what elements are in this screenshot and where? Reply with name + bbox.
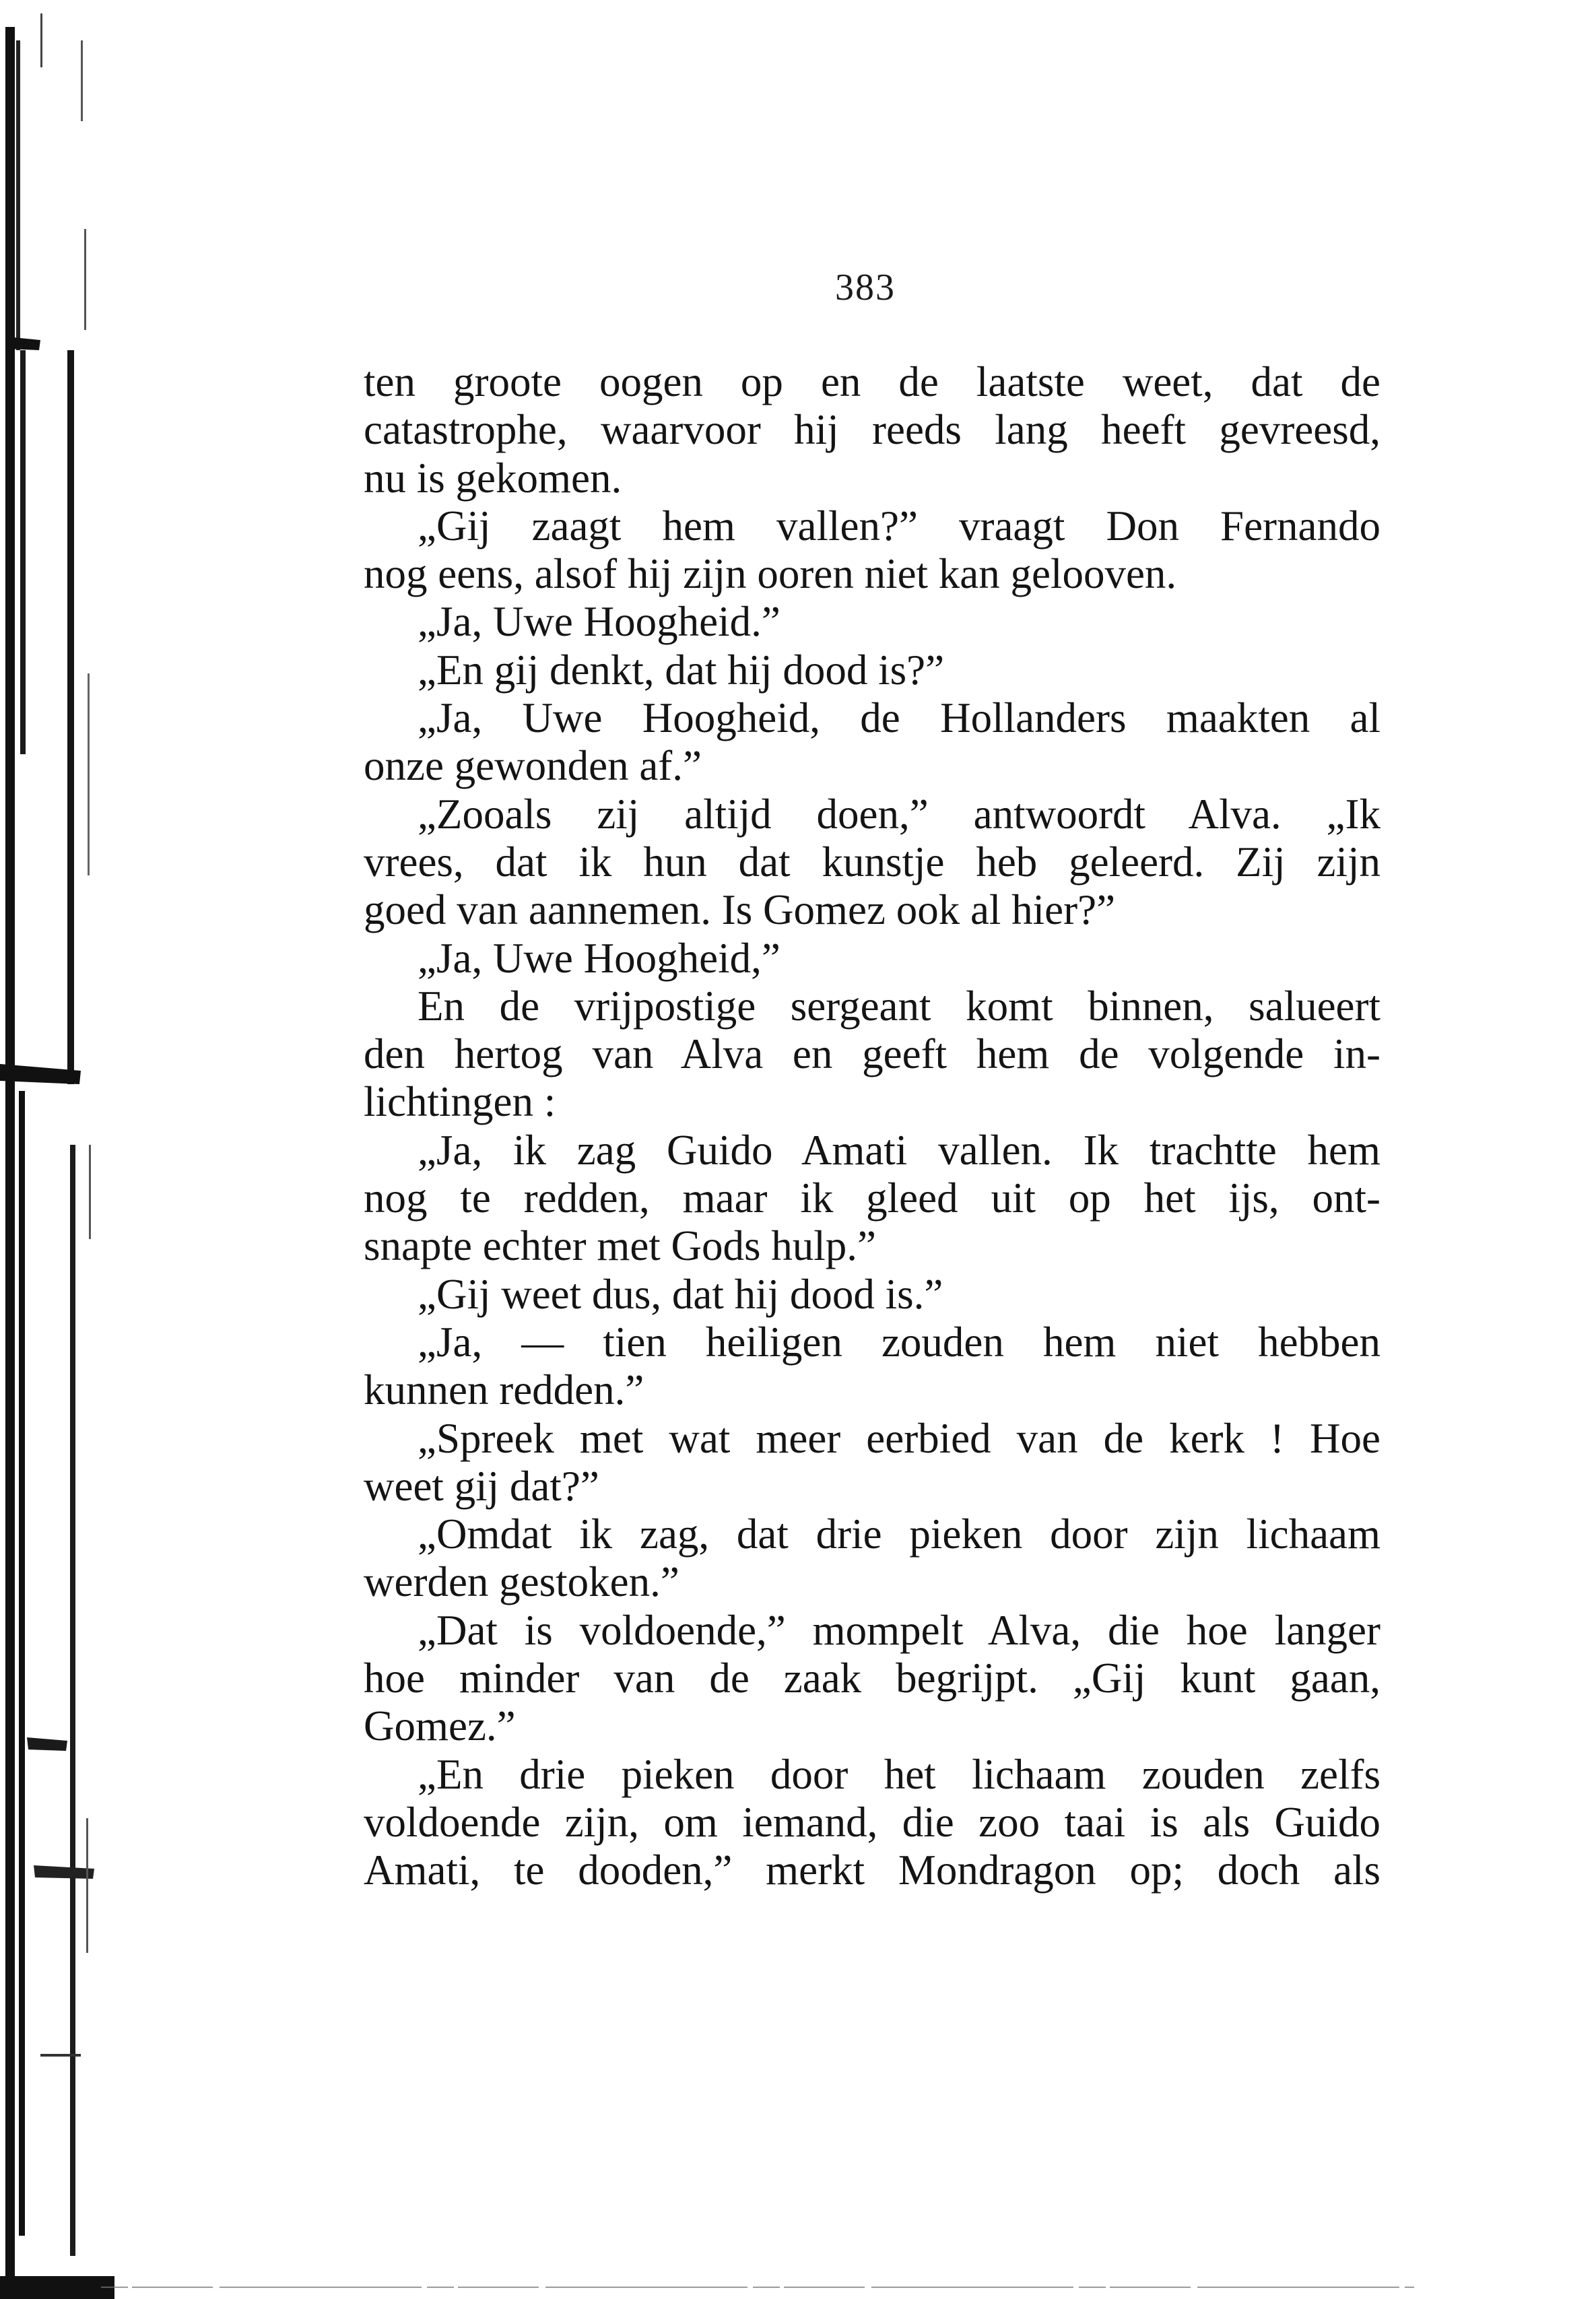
text-line: „Gij zaagt hem vallen?” vraagt Don Fernando bbox=[418, 502, 1381, 549]
text-line: „Ja, Uwe Hoogheid.” bbox=[418, 598, 780, 646]
text-line: „Dat is voldoende,” mompelt Alva, die hoe langer bbox=[418, 1606, 1381, 1654]
text-line: ten groote oogen op en de laatste weet, dat de bbox=[364, 358, 1381, 405]
text-line: goed van aannemen. Is Gomez ook al hier?” bbox=[364, 886, 1116, 934]
text-line: onze gewonden af.” bbox=[364, 742, 702, 790]
page-number: 383 bbox=[835, 267, 896, 308]
text-line: den hertog van Alva en geeft hem de volgende in- bbox=[364, 1030, 1381, 1078]
text-line: voldoende zijn, om iemand, die zoo taai is als Guido bbox=[364, 1798, 1381, 1846]
text-line: nog eens, alsof hij zijn ooren niet kan gelooven. bbox=[364, 550, 1177, 598]
text-line: kunnen redden.” bbox=[364, 1366, 644, 1414]
text-line: weet gij dat?” bbox=[364, 1462, 599, 1510]
text-line: catastrophe, waarvoor hij reeds lang heeft gevreesd, bbox=[364, 406, 1381, 454]
text-line: „Ja, Uwe Hoogheid, de Hollanders maakten al bbox=[418, 694, 1381, 742]
text-line: „Zooals zij altijd doen,” antwoordt Alva. „Ik bbox=[418, 790, 1381, 838]
text-line: vrees, dat ik hun dat kunstje heb geleerd. Zij zijn bbox=[364, 838, 1381, 886]
text-line: „Ja, Uwe Hoogheid,” bbox=[418, 934, 780, 982]
text-line: „Omdat ik zag, dat drie pieken door zijn lichaam bbox=[418, 1510, 1381, 1558]
text-line: „Ja, — tien heiligen zouden hem niet hebben bbox=[418, 1318, 1381, 1366]
text-line: „Ja, ik zag Guido Amati vallen. Ik trachtte hem bbox=[418, 1126, 1381, 1174]
text-line: Gomez.” bbox=[364, 1702, 516, 1750]
text-line: hoe minder van de zaak begrijpt. „Gij kunt gaan, bbox=[364, 1655, 1381, 1702]
binding-edge bbox=[0, 0, 114, 2299]
text-line: En de vrijpostige sergeant komt binnen, salueert bbox=[418, 982, 1381, 1030]
text-line: „En drie pieken door het lichaam zouden zelfs bbox=[418, 1750, 1381, 1798]
text-line: „Spreek met wat meer eerbied van de kerk ! Hoe bbox=[418, 1414, 1381, 1462]
text-line: nog te redden, maar ik gleed uit op het ijs, ont- bbox=[364, 1174, 1381, 1222]
text-line: „En gij denkt, dat hij dood is?” bbox=[418, 646, 945, 694]
text-line: lichtingen : bbox=[364, 1078, 556, 1126]
bottom-edge-rule bbox=[101, 2286, 1414, 2288]
text-line: nu is gekomen. bbox=[364, 454, 622, 502]
body-text bbox=[364, 358, 1381, 1895]
text-line: werden gestoken.” bbox=[364, 1558, 679, 1606]
text-line: snapte echter met Gods hulp.” bbox=[364, 1222, 877, 1270]
text-line: Amati, te dooden,” merkt Mondragon op; doch als bbox=[364, 1846, 1381, 1894]
text-line: „Gij weet dus, dat hij dood is.” bbox=[418, 1270, 943, 1318]
